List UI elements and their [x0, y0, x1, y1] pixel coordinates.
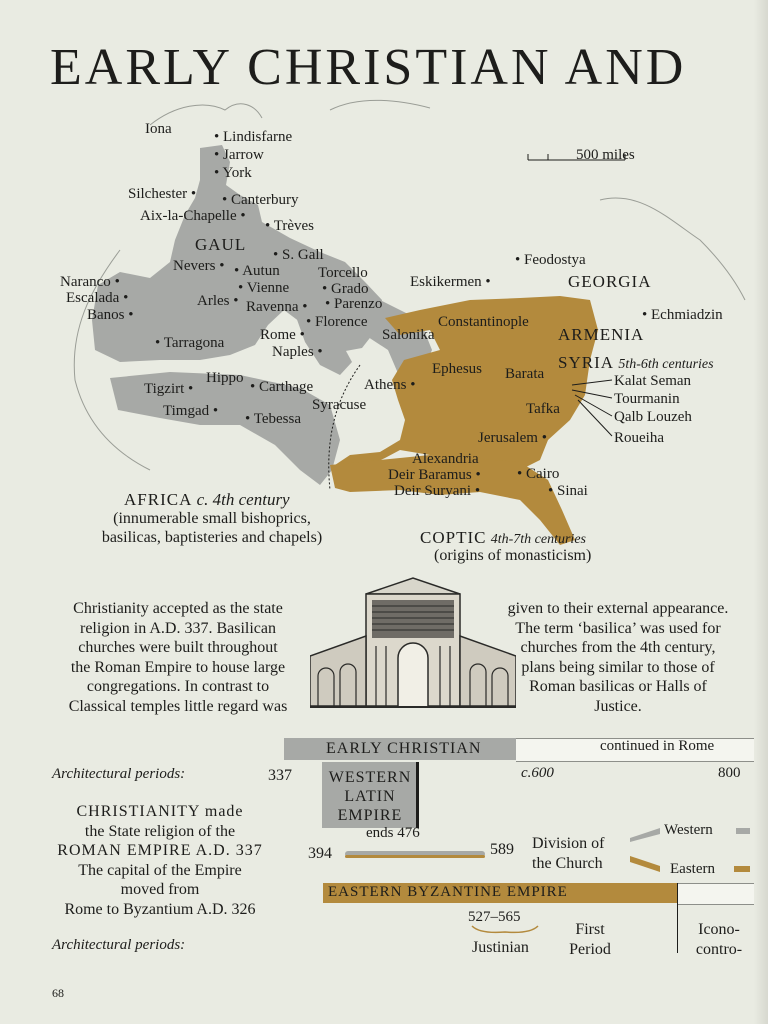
- page-title: EARLY CHRISTIAN AND: [50, 39, 687, 96]
- place-florence: • Florence: [306, 314, 368, 330]
- place-ephesus: Ephesus: [432, 361, 482, 377]
- place-qalb: Qalb Louzeh: [614, 409, 692, 425]
- place-carthage: • Carthage: [250, 379, 314, 395]
- place-treves: • Trèves: [265, 218, 315, 234]
- christianity-note: CHRISTIANITY made the State religion of the ROMAN EMPIRE A.D. 337 The capital of the Empire moved from Rome to Byzantium A.D. 326: [57, 803, 263, 918]
- place-timgad: Timgad •: [163, 403, 219, 419]
- division-label: Division of the Church: [532, 835, 605, 872]
- place-echmiadzin: • Echmiadzin: [642, 307, 723, 323]
- text-right-line: Roman basilicas or Halls of: [529, 678, 707, 695]
- text-left-line: the Roman Empire to house large: [70, 658, 286, 676]
- place-rome: Rome •: [260, 327, 305, 343]
- place-nevers: Nevers •: [173, 258, 225, 274]
- africa-heading: AFRICA c. 4th century: [124, 490, 290, 509]
- icono-label: Icono- contro-: [695, 921, 743, 958]
- byzantine-divider: [677, 883, 678, 953]
- year-337: 337: [268, 767, 292, 784]
- arch-periods-2: Architectural periods:: [52, 937, 186, 953]
- byzantine-label: EASTERN BYZANTINE EMPIRE: [328, 884, 568, 900]
- place-deir-baramus: Deir Baramus •: [388, 467, 481, 483]
- place-parenzo: • Parenzo: [325, 296, 383, 312]
- place-autun: • Autun: [234, 263, 280, 279]
- place-gaul: GAUL: [195, 235, 247, 254]
- text-right: [480, 599, 756, 716]
- year-600: c.600: [521, 765, 554, 781]
- scale-label: 500 miles: [576, 147, 635, 163]
- place-escalada: Escalada •: [66, 290, 129, 306]
- byzantine-band-continued: [677, 883, 754, 905]
- place-constantinople: Constantinople: [438, 314, 529, 330]
- place-eskikermen: Eskikermen •: [410, 274, 491, 290]
- eastern-label: Eastern: [670, 861, 715, 877]
- place-cairo: • Cairo: [517, 466, 560, 482]
- place-vienne: • Vienne: [238, 280, 290, 296]
- text-right-line: Justice.: [594, 697, 642, 715]
- coptic-heading: COPTIC 4th-7th centuries: [420, 528, 586, 547]
- place-torcello: Torcello: [318, 265, 368, 281]
- place-jerusalem: Jerusalem •: [478, 430, 547, 446]
- place-arles: Arles •: [197, 293, 239, 309]
- coptic-line2: (origins of monasticism): [434, 547, 592, 564]
- place-aix: Aix-la-Chapelle •: [140, 208, 246, 224]
- text-right-line: The term ‘basilica’ was used for: [515, 619, 721, 637]
- place-roueiha: Roueiha: [614, 430, 664, 446]
- place-armenia: ARMENIA: [558, 325, 645, 344]
- first-period-label: First Period: [569, 921, 611, 958]
- place-tafka: Tafka: [526, 401, 560, 417]
- place-syracuse: Syracuse: [312, 397, 367, 413]
- text-right-line: given to their external appearance.: [507, 600, 729, 617]
- place-kalat: Kalat Seman: [614, 373, 692, 389]
- justinian-bracket: [470, 924, 540, 938]
- continued-label: continued in Rome: [600, 738, 715, 754]
- early-christian-label: EARLY CHRISTIAN: [326, 740, 482, 757]
- place-lindisfarne: • Lindisfarne: [214, 129, 293, 145]
- western-label: Western: [664, 822, 713, 838]
- place-syria: SYRIA 5th-6th centuries: [558, 353, 714, 372]
- place-barata: Barata: [505, 366, 545, 382]
- text-left-line: religion in A.D. 337. Basilican: [80, 619, 276, 637]
- place-banos: Banos •: [87, 307, 134, 323]
- text-left-line: Classical temples little regard was: [68, 697, 288, 715]
- place-sinai: • Sinai: [548, 483, 588, 499]
- text-left-line: congregations. In contrast to: [86, 678, 270, 695]
- western-latin-label: WESTERN LATIN EMPIRE: [328, 769, 412, 824]
- text-right-line: churches from the 4th century,: [520, 639, 716, 656]
- text-left: [40, 599, 316, 716]
- page-number: 68: [52, 986, 64, 1000]
- year-589: 589: [490, 841, 514, 858]
- place-deir-suryani: Deir Suryani •: [394, 483, 481, 499]
- place-canterbury: • Canterbury: [222, 192, 299, 208]
- place-grado: • Grado: [322, 281, 369, 297]
- place-tebessa: • Tebessa: [245, 411, 301, 427]
- africa-line2: basilicas, baptisteries and chapels): [101, 529, 323, 546]
- place-naples: Naples •: [272, 344, 323, 360]
- place-ravenna: Ravenna •: [246, 299, 308, 315]
- place-hippo: Hippo: [206, 370, 244, 386]
- justinian-label: Justinian: [472, 939, 529, 956]
- place-york: • York: [214, 165, 252, 181]
- place-alexandria: Alexandria: [412, 451, 479, 467]
- arch-periods-1: Architectural periods:: [52, 766, 186, 782]
- ends-476: ends 476: [366, 825, 420, 841]
- text-left-line: churches were built throughout: [78, 639, 278, 656]
- place-salonika: Salonika: [382, 327, 435, 343]
- place-athens: Athens •: [364, 377, 416, 393]
- place-tigzirt: Tigzirt •: [144, 381, 194, 397]
- africa-line1: (innumerable small bishoprics,: [113, 510, 311, 527]
- year-394: 394: [308, 845, 332, 862]
- text-right-line: plans being similar to those of: [521, 658, 715, 676]
- bar-394-589-gold: [345, 855, 485, 858]
- place-georgia: GEORGIA: [568, 272, 652, 291]
- place-tourmanin: Tourmanin: [614, 391, 680, 407]
- place-tarragona: • Tarragona: [155, 335, 225, 351]
- text-left-line: Christianity accepted as the state: [73, 600, 283, 617]
- year-800: 800: [718, 765, 741, 781]
- place-jarrow: • Jarrow: [214, 147, 264, 163]
- place-silchester: Silchester •: [128, 186, 197, 202]
- years-527-565: 527–565: [468, 909, 521, 925]
- place-sgall: • S. Gall: [273, 247, 324, 263]
- place-iona: Iona: [145, 121, 172, 137]
- place-feodostya: • Feodostya: [515, 252, 586, 268]
- place-naranco: Naranco •: [60, 274, 120, 290]
